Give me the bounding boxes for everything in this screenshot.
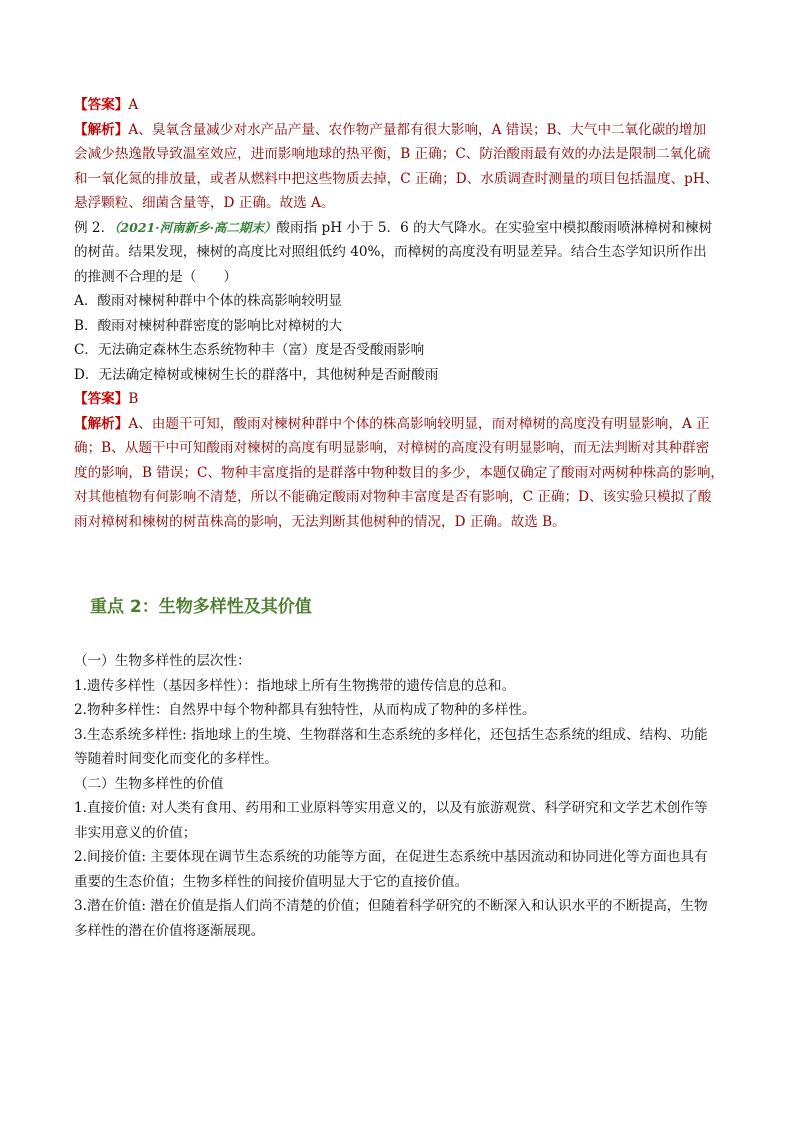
answer-label: 【答案】	[74, 97, 129, 113]
question-text: 的推测不合理的是（ ）	[74, 268, 238, 285]
analysis-text: 雨对樟树和楝树的树苗株高的影响，无法判断其他树种的情况，D 正确。故选 B。	[74, 513, 566, 530]
answer-label: 【答案】	[74, 391, 129, 407]
option-b: B．酸雨对楝树种群密度的影响比对樟树的大	[74, 317, 343, 334]
analysis-text: A、由题干可知，酸雨对楝树种群中个体的株高影响较明显，而对樟树的高度没有明显影响，A 正	[128, 415, 710, 432]
example-prefix: 例 2．	[74, 219, 115, 236]
section-heading: 重点 2：生物多样性及其价值	[90, 597, 312, 617]
list-item: 1.直接价值: 对人类有食用、药用和工业原料等实用意义的，以及有旅游观赏、科学研究和文学艺术创作等	[74, 800, 708, 816]
section-body	[74, 649, 726, 943]
question-source: （2021·河南新乡·高二期末）	[114, 219, 277, 235]
analysis-label: 【解析】	[74, 121, 129, 138]
example-block	[74, 93, 726, 534]
analysis-text: 悬浮颗粒、细菌含量等，D 正确。故选 A。	[74, 195, 335, 211]
list-item-cont: 重要的生态价值；生物多样性的间接价值明显大于它的直接价值。	[74, 873, 469, 890]
list-item: 2.物种多样性：自然界中每个物种都具有独特性，从而构成了物种的多样性。	[74, 702, 536, 718]
list-item: 1.遗传多样性（基因多样性）：指地球上所有生物携带的遗传信息的总和。	[74, 677, 516, 694]
list-item: 3.潜在价值: 潜在价值是指人们尚不清楚的价值；但随着科学研究的不断深入和认识水平的不断提高，生物	[74, 898, 708, 914]
list-item: 2.间接价值: 主要体现在调节生态系统的功能等方面，在促进生态系统中基因流动和协同进化等方面也具有	[74, 849, 708, 865]
analysis-text: A、臭氧含量减少对水产品产量、农作物产量都有很大影响，A 错误；B、大气中二氧化碳的增加	[128, 121, 707, 138]
question-text: 酸雨指 pH 小于 5．6 的大气降水。在实验室中模拟酸雨喷淋樟树和楝树	[276, 219, 713, 236]
list-item-cont: 等随着时间变化而变化的多样性。	[74, 751, 278, 767]
analysis-text: 确；B、从题干中可知酸雨对楝树的高度有明显影响，对樟树的高度没有明显影响，而无法判断对其种群密	[74, 440, 710, 456]
option-a: A．酸雨对楝树种群中个体的株高影响较明显	[74, 293, 343, 309]
answer-value: A	[128, 97, 139, 113]
analysis-text: 度的影响，B 错误；C、物种丰富度指的是群落中物种数目的多少，本题仅确定了酸雨对两树种株高的影响，	[74, 464, 725, 481]
answer-value: B	[128, 391, 139, 407]
subheading-levels: （一）生物多样性的层次性：	[74, 653, 251, 669]
list-item-cont: 多样性的潜在价值将逐渐展现。	[74, 922, 265, 939]
list-item-cont: 非实用意义的价值；	[74, 824, 197, 841]
answer-line-2	[74, 387, 726, 412]
analysis-line	[74, 118, 726, 143]
analysis-label: 【解析】	[74, 415, 129, 432]
analysis-text: 会减少热逸散导致温室效应，进而影响地球的热平衡，B 正确；C、防治酸雨最有效的办法是限制二氧化硫	[74, 146, 711, 162]
option-c: C．无法确定森林生态系统物种丰（富）度是否受酸雨影响	[74, 342, 425, 358]
analysis-text: 和一氧化氮的排放量，或者从燃料中把这些物质去掉，C 正确；D、水质调查时测量的项目包括温度、pH、	[74, 170, 719, 187]
analysis-text: 对其他植物有何影响不清楚，所以不能确定酸雨对物种丰富度是否有影响，C 正确；D、该实验只模拟了酸	[74, 489, 712, 505]
subheading-values: （二）生物多样性的价值	[74, 775, 224, 792]
answer-line-1	[74, 93, 726, 118]
list-item: 3.生态系统多样性: 指地球上的生境、生物群落和生态系统的多样化，还包括生态系统的组成、结构、功能	[74, 726, 708, 743]
option-d: D．无法确定樟树或楝树生长的群落中，其他树种是否耐酸雨	[74, 366, 439, 383]
question-text: 的树苗。结果发现，楝树的高度比对照组低约 40%，而樟树的高度没有明显差异。结合生态学知识所作出	[74, 244, 707, 260]
analysis-line	[74, 412, 726, 437]
question-line	[74, 216, 726, 241]
